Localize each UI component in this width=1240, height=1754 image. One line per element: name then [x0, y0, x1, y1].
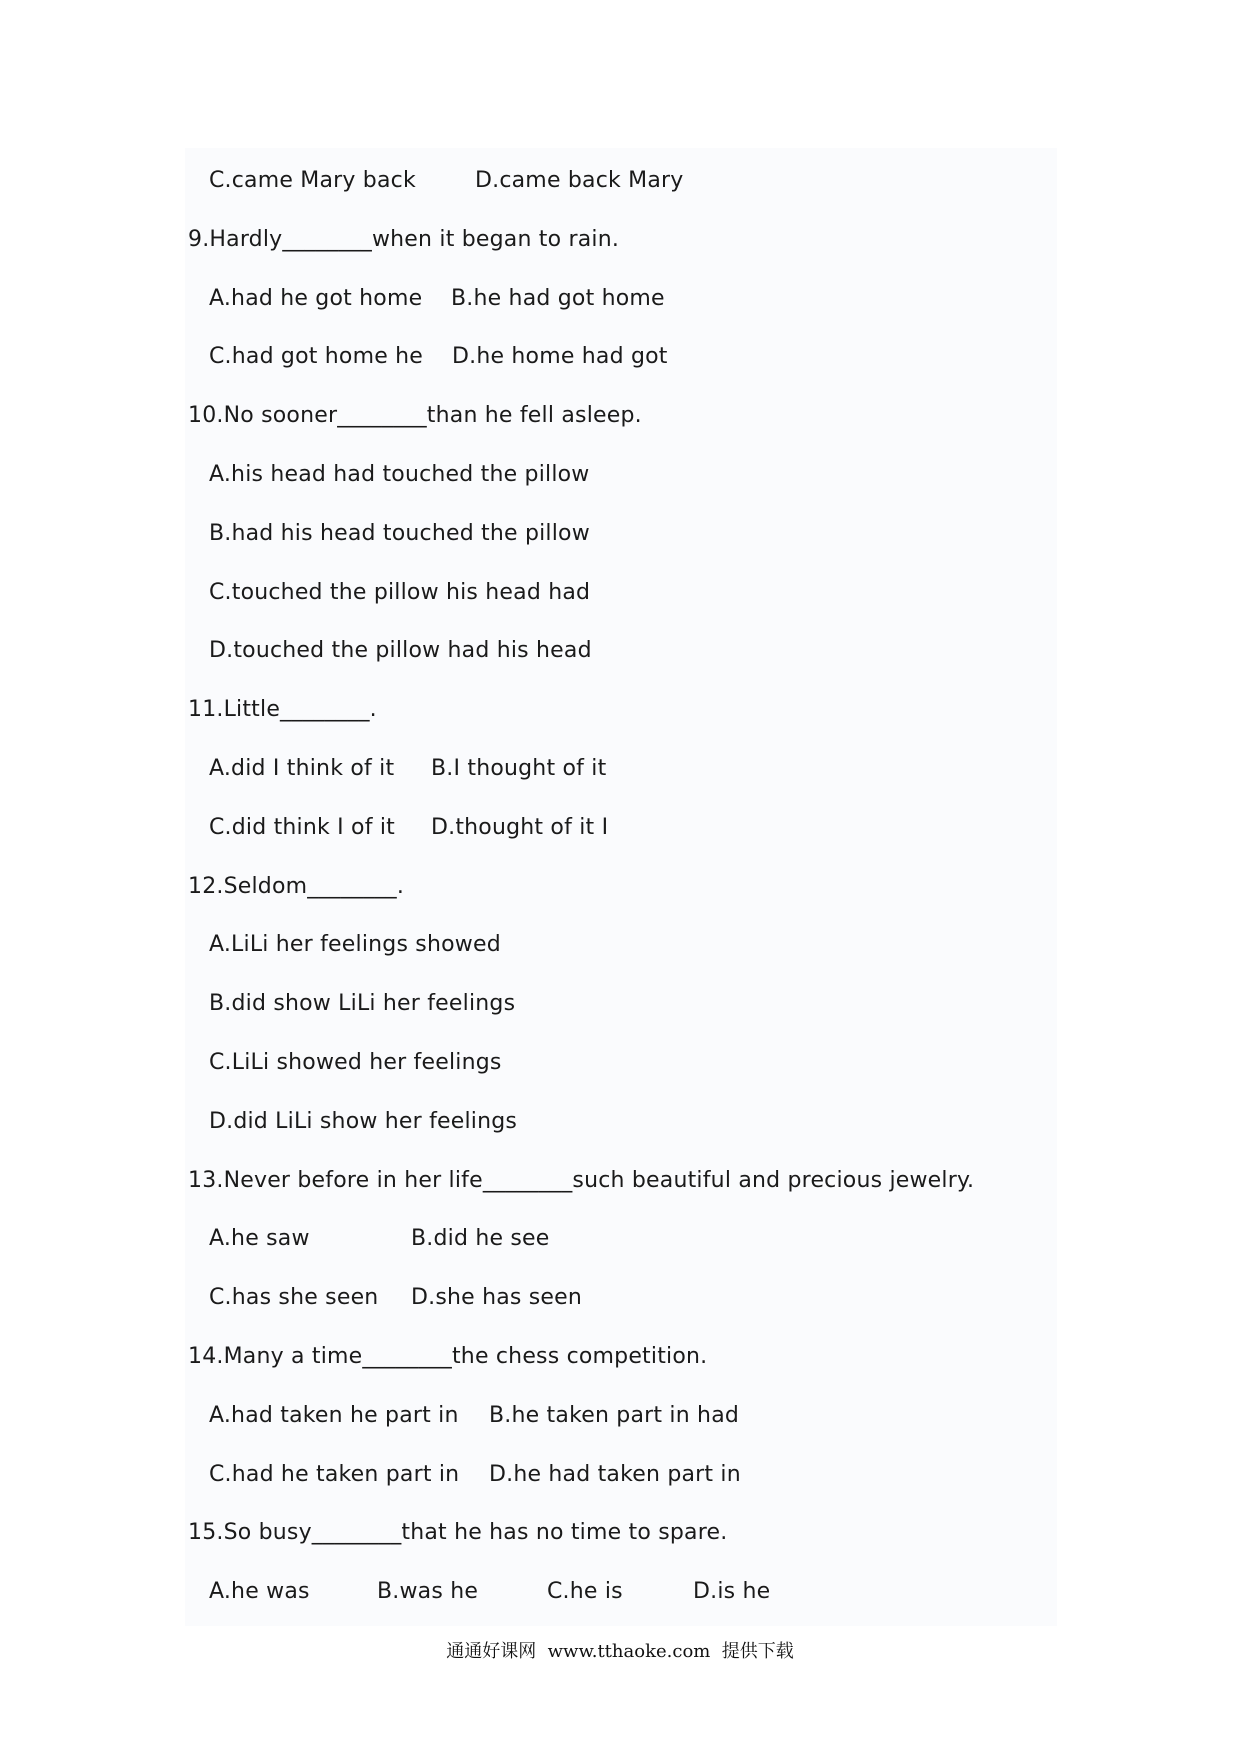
- option-text: A.he was: [209, 1579, 310, 1604]
- option-text: D.is he: [693, 1579, 771, 1604]
- q15-options-row: [209, 1577, 771, 1607]
- option-text: C.came Mary back: [209, 168, 416, 193]
- q14-options-row-1: [209, 1401, 740, 1431]
- q11-options-row-2: [209, 813, 609, 843]
- option-text: D.thought of it I: [431, 815, 609, 840]
- q12-option-b: B.did show LiLi her feelings: [209, 991, 516, 1016]
- option-text: D.he had taken part in: [489, 1462, 741, 1487]
- option-text: A.had taken he part in: [209, 1403, 459, 1428]
- option-text: A.did I think of it: [209, 756, 395, 781]
- q12-option-d: D.did LiLi show her feelings: [209, 1109, 518, 1134]
- question-9: 9.Hardly________when it began to rain.: [188, 227, 620, 252]
- option-text: D.came back Mary: [475, 168, 684, 193]
- q10-option-b: B.had his head touched the pillow: [209, 521, 590, 546]
- option-text: A.he saw: [209, 1226, 310, 1251]
- q9-options-row-2: [209, 342, 668, 372]
- q10-option-d: D.touched the pillow had his head: [209, 638, 592, 663]
- option-text: B.I thought of it: [431, 756, 607, 781]
- option-text: A.had he got home: [209, 286, 423, 311]
- question-10: 10.No sooner________than he fell asleep.: [188, 403, 642, 428]
- option-text: D.he home had got: [452, 344, 668, 369]
- option-text: C.he is: [547, 1579, 623, 1604]
- question-12: 12.Seldom________.: [188, 874, 405, 899]
- q9-options-row-1: [209, 284, 665, 314]
- q13-options-row-1: [209, 1224, 550, 1254]
- page-footer: 通通好课网 www.tthaoke.com 提供下载: [446, 1641, 794, 1662]
- option-text: C.had he taken part in: [209, 1462, 460, 1487]
- option-text: C.has she seen: [209, 1285, 379, 1310]
- q10-option-a: A.his head had touched the pillow: [209, 462, 590, 487]
- question-11: 11.Little________.: [188, 697, 377, 722]
- option-text: B.he taken part in had: [489, 1403, 740, 1428]
- q13-options-row-2: [209, 1283, 583, 1313]
- question-13: 13.Never before in her life________such beautiful and precious jewelry.: [188, 1168, 975, 1193]
- option-text: B.did he see: [411, 1226, 550, 1251]
- q8-options-row-2: [209, 166, 684, 196]
- option-text: C.had got home he: [209, 344, 424, 369]
- option-text: C.did think I of it: [209, 815, 395, 840]
- q11-options-row-1: [209, 754, 607, 784]
- option-text: B.he had got home: [451, 286, 665, 311]
- question-15: 15.So busy________that he has no time to spare.: [188, 1520, 728, 1545]
- q12-option-c: C.LiLi showed her feelings: [209, 1050, 502, 1075]
- option-text: B.was he: [377, 1579, 479, 1604]
- question-14: 14.Many a time________the chess competition.: [188, 1344, 708, 1369]
- q12-option-a: A.LiLi her feelings showed: [209, 932, 501, 957]
- option-text: D.she has seen: [411, 1285, 583, 1310]
- q14-options-row-2: [209, 1460, 741, 1490]
- q10-option-c: C.touched the pillow his head had: [209, 580, 591, 605]
